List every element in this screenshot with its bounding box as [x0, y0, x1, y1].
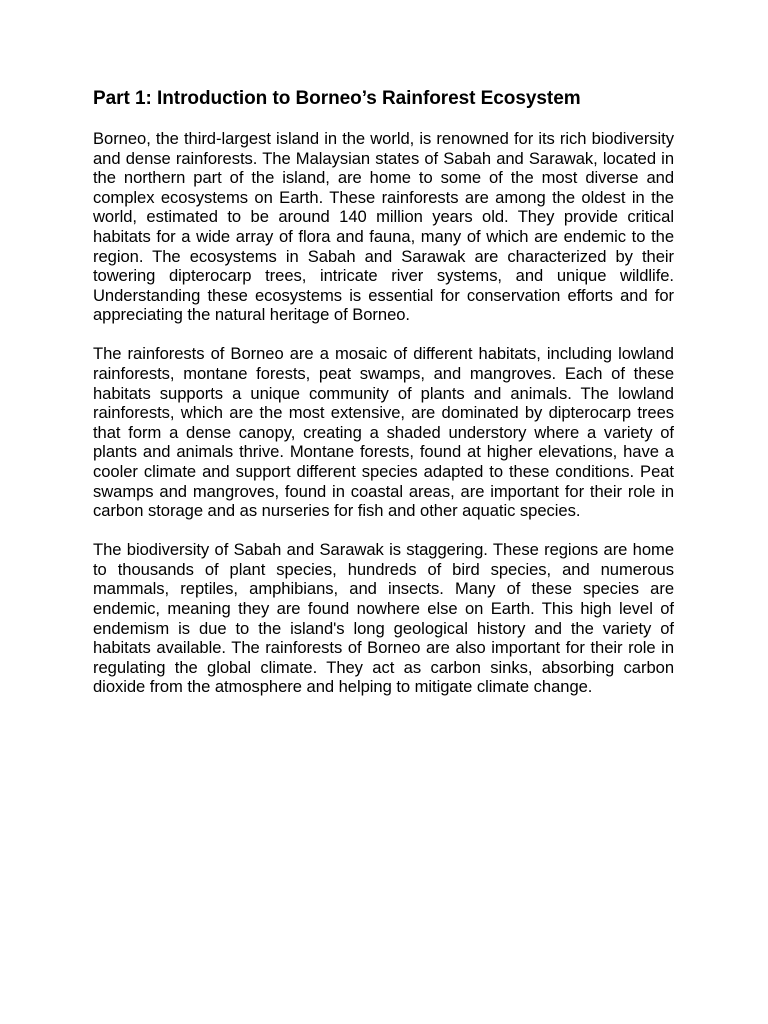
paragraph-intro: Borneo, the third-largest island in the world, is renowned for its rich biodiversity and dense rainforests. The Malaysian states of Sabah and Sarawak, located in the northern part of the island, are home to some of the most diverse and complex ecosystems on Earth. These rainforests are among the oldest in the world, estimated to be around 140 million years old. They provide critical habitats for a wide array of flora and fauna, many of which are endemic to the region. The ecosystems in Sabah and Sarawak are characterized by their towering dipterocarp trees, intricate river systems, and unique wildlife. Understanding these ecosystems is essential for conservation efforts and for appreciating the natural heritage of Borneo.: [93, 129, 674, 325]
document-page: [93, 88, 674, 717]
paragraph-habitats: The rainforests of Borneo are a mosaic of different habitats, including lowland rainforests, montane forests, peat swamps, and mangroves. Each of these habitats supports a unique community of plants and animals. The lowland rainforests, which are the most extensive, are dominated by dipterocarp trees that form a dense canopy, creating a shaded understory where a variety of plants and animals thrive. Montane forests, found at higher elevations, have a cooler climate and support different species adapted to these conditions. Peat swamps and mangroves, found in coastal areas, are important for their role in carbon storage and as nurseries for fish and other aquatic species.: [93, 344, 674, 521]
paragraph-biodiversity: The biodiversity of Sabah and Sarawak is staggering. These regions are home to thousands of plant species, hundreds of bird species, and numerous mammals, reptiles, amphibians, and insects. Many of these species are endemic, meaning they are found nowhere else on Earth. This high level of endemism is due to the island's long geological history and the variety of habitats available. The rainforests of Borneo are also important for their role in regulating the global climate. They act as carbon sinks, absorbing carbon dioxide from the atmosphere and helping to mitigate climate change.: [93, 540, 674, 697]
document-title: Part 1: Introduction to Borneo’s Rainforest Ecosystem: [93, 88, 581, 109]
